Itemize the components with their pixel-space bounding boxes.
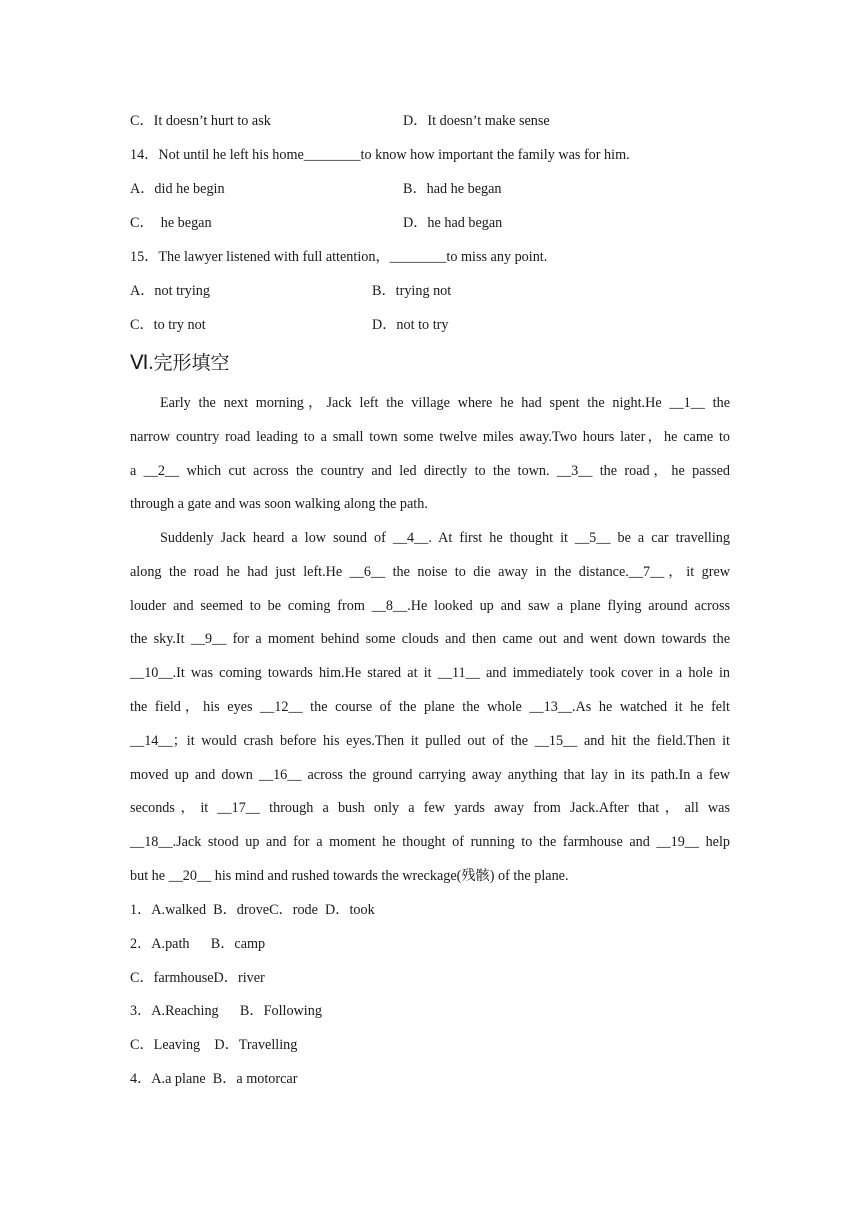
q15-stem: 15．The lawyer listened with full attention，________to miss any point. [130, 249, 548, 265]
passage-line: narrow country road leading to a small town some twelve miles away.Two hours later，he came to [130, 428, 730, 445]
cloze-option-1: 1．A.walked B．droveC．rode D．took [130, 902, 375, 918]
q14-option-b: B．had he began [403, 181, 502, 197]
passage-line: Early the next morning，Jack left the village where he had spent the night.He __1__ the [160, 395, 730, 411]
section-heading [130, 350, 229, 376]
q15-option-c: C．to try not [130, 317, 206, 333]
passage-paragraph-2 [130, 528, 730, 900]
passage-line: the sky.It __9__ for a moment behind some clouds and then came out and went down towards the [130, 631, 730, 648]
q14-option-a: A．did he begin [130, 181, 225, 197]
cloze-option-2cd: C．farmhouseD．river [130, 970, 265, 986]
q14-option-d: D．he had began [403, 215, 503, 231]
q15-option-a: A．not trying [130, 283, 210, 299]
q14-stem: 14．Not until he left his home________to know how important the family was for him. [130, 147, 630, 163]
passage-line: __14__；it would crash before his eyes.Then it pulled out of the __15__ and hit the field.Then it [130, 732, 730, 749]
cloze-option-3cd: C．Leaving D．Travelling [130, 1037, 298, 1053]
section-roman-numeral: Ⅵ. [130, 352, 154, 374]
section-title: 完形填空 [153, 352, 230, 374]
passage-line: through a gate and was soon walking along the path. [130, 496, 428, 513]
q15-option-b: B．trying not [372, 283, 452, 299]
q14-option-c: C． he began [130, 215, 212, 231]
q13-option-c: C．It doesn’t hurt to ask [130, 113, 271, 129]
cloze-option-4ab: 4．A.a plane B．a motorcar [130, 1071, 298, 1087]
passage-line: seconds，it __17__ through a bush only a few yards away from Jack.After that，all was [130, 800, 730, 817]
passage-line: a __2__ which cut across the country and led directly to the town. __3__ the road，he passed [130, 462, 730, 479]
passage-line: along the road he had just left.He __6__ the noise to die away in the distance.__7__，it grew [130, 563, 730, 580]
q13-option-d: D．It doesn’t make sense [403, 113, 550, 129]
passage-line: the field，his eyes __12__ the course of the plane the whole __13__.As he watched it he felt [130, 698, 730, 715]
passage-paragraph-1 [130, 393, 730, 528]
passage-line: but he __20__ his mind and rushed towards the wreckage(残骸) of the plane. [130, 867, 569, 884]
passage-line: Suddenly Jack heard a low sound of __4__. At first he thought it __5__ be a car travelling [160, 530, 730, 546]
passage-line: __10__.It was coming towards him.He stared at it __11__ and immediately took cover in a hole in [130, 665, 730, 682]
passage-line: moved up and down __16__ across the ground carrying away anything that lay in its path.In a few [130, 766, 730, 783]
cloze-option-2ab: 2．A.path B．camp [130, 936, 266, 952]
passage-line: louder and seemed to be coming from __8__.He looked up and saw a plane flying around across [130, 597, 730, 614]
passage-line: __18__.Jack stood up and for a moment he thought of running to the farmhouse and __19__ help [130, 834, 730, 851]
cloze-option-3ab: 3．A.Reaching B．Following [130, 1003, 322, 1019]
q15-option-d: D．not to try [372, 317, 449, 333]
